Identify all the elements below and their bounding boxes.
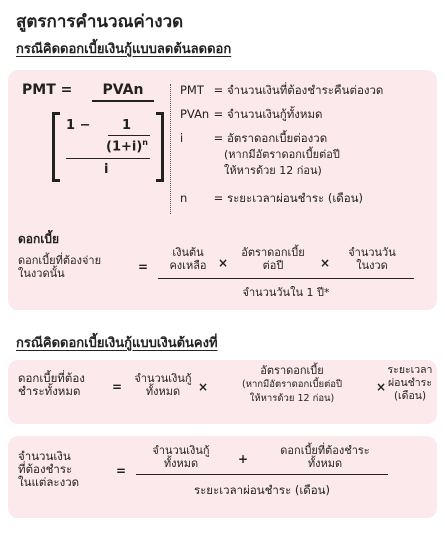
interest-fraction-rule <box>158 278 414 279</box>
times-sign: × <box>218 256 229 270</box>
pmt-label: PMT = <box>22 82 73 98</box>
bracket-one: 1 <box>122 118 132 133</box>
installment-lhs: จำนวนเงิน ที่ต้องชำระ ในแต่ละงวด <box>18 449 80 489</box>
numerator-total-loan: จำนวนเงินกู้ ทั้งหมด <box>152 444 210 470</box>
plus-sign: + <box>238 452 249 466</box>
term-remaining-principal: เงินต้น คงเหลือ <box>169 246 207 272</box>
term-total-loan: จำนวนเงินกู้ ทั้งหมด <box>134 372 192 398</box>
reducing-balance-card <box>8 70 437 310</box>
section-heading-reducing-balance: กรณีคิดดอกเบี้ยเงินกู้แบบลดต้นลดดอก <box>16 42 232 57</box>
times-sign-3: × <box>198 380 209 394</box>
pmt-numerator: PVAn <box>92 82 154 102</box>
equals-sign-2: = <box>112 380 123 394</box>
divider-dotted <box>170 84 171 214</box>
definition-pvan: PVAn = จำนวนเงินกู้ทั้งหมด <box>180 107 323 121</box>
definition-pmt: PMT = จำนวนเงินที่ต้องชำระคืนต่องวด <box>180 83 384 97</box>
bracket-base: $(1+i)^n$ <box>106 138 148 155</box>
interest-lhs: ดอกเบี้ยที่ต้องจ่าย ในงวดนั้น <box>18 254 102 280</box>
bracket-one-minus: 1 − <box>66 118 91 133</box>
total-interest-card <box>8 360 437 424</box>
bracket-i: i <box>104 162 109 177</box>
section-heading-fixed-principal: กรณีคิดดอกเบี้ยเงินกู้แบบเงินต้นคงที่ <box>16 336 218 351</box>
total-interest-lhs: ดอกเบี้ยที่ต้อง ชำระทั้งหมด <box>18 371 85 398</box>
numerator-total-interest: ดอกเบี้ยที่ต้องชำระ ทั้งหมด <box>280 444 370 470</box>
bracket-exponent: n <box>142 138 148 147</box>
definition-i-note-1: (หากมีอัตราดอกเบี้ยต่อปี <box>224 148 340 161</box>
outer-fraction-rule <box>66 158 150 159</box>
installment-fraction-rule <box>136 474 388 475</box>
installment-denominator: ระยะเวลาผ่อนชำระ (เดือน) <box>193 483 331 497</box>
times-sign-2: × <box>320 256 331 270</box>
inner-fraction-rule <box>108 135 150 136</box>
interest-denominator: จำนวนวันใน 1 ปี* <box>242 286 330 299</box>
left-bracket <box>52 112 60 182</box>
times-sign-4: × <box>376 380 387 394</box>
right-bracket <box>156 112 164 182</box>
definition-i: i = อัตราดอกเบี้ยต่องวด <box>180 131 328 145</box>
installment-card <box>8 436 437 518</box>
page-title: สูตรการคำนวณค่างวด <box>16 12 184 32</box>
term-days-in-period: จำนวนวัน ในงวด <box>348 246 396 272</box>
equals-sign-3: = <box>116 464 127 478</box>
pmt-formula <box>22 82 144 98</box>
term-annual-rate: อัตราดอกเบี้ย ต่อปี <box>241 246 305 272</box>
definition-n: n = ระยะเวลาผ่อนชำระ (เดือน) <box>180 191 364 205</box>
pmt-denominator-bracket <box>52 112 164 182</box>
equals-sign: = <box>138 260 149 274</box>
term-rate-per-period: อัตราดอกเบี้ย (หากมีอัตราดอกเบี้ยต่อปี ให้หารด้วย 12 ก่อน) <box>241 364 342 404</box>
term-repayment-months: ระยะเวลา ผ่อนชำระ (เดือน) <box>387 364 433 402</box>
interest-heading: ดอกเบี้ย <box>18 232 60 246</box>
definition-i-note-2: ให้หารด้วย 12 ก่อน) <box>224 164 322 177</box>
